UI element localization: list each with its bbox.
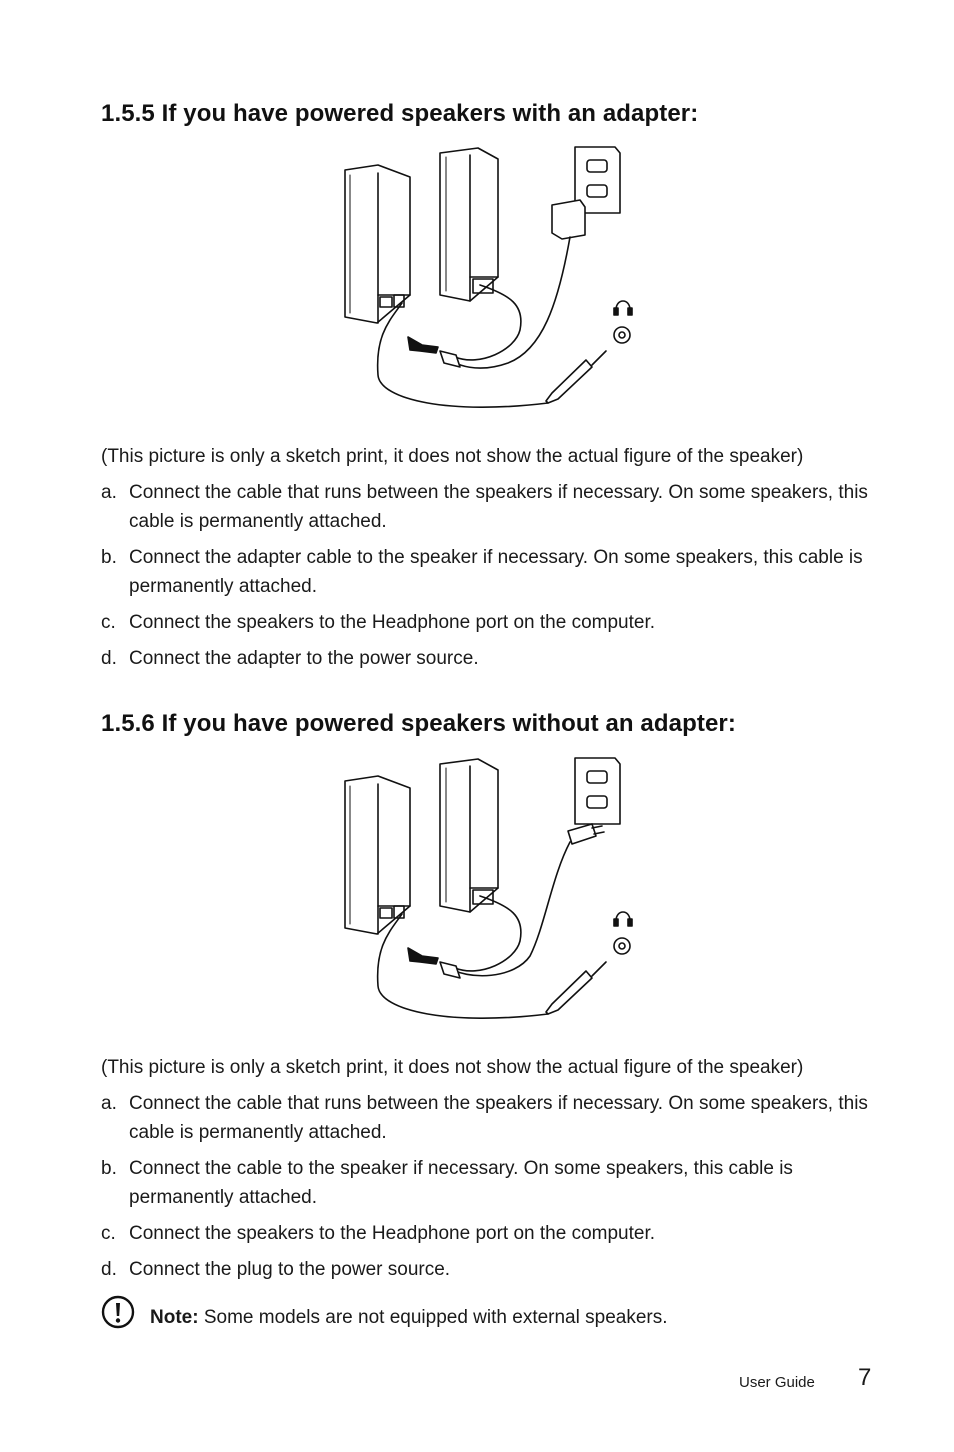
- step-text: Connect the cable that runs between the speakers if necessary. On some speakers, this cable is permanently attached.: [129, 482, 868, 532]
- steps-list: [101, 478, 891, 680]
- step-item: [101, 644, 891, 673]
- step-item: [101, 1154, 891, 1212]
- figure-caption: (This picture is only a sketch print, it does not show the actual figure of the speaker): [101, 446, 804, 467]
- step-text: Connect the speakers to the Headphone port on the computer.: [129, 612, 656, 633]
- steps-list: [101, 1089, 891, 1291]
- step-text: Connect the adapter cable to the speaker if necessary. On some speakers, this cable is permanently attached.: [129, 547, 863, 597]
- page-number: 7: [858, 1364, 872, 1391]
- step-marker: c.: [101, 1223, 116, 1244]
- step-text: Connect the cable that runs between the speakers if necessary. On some speakers, this cable is permanently attached.: [129, 1093, 868, 1143]
- step-item: [101, 478, 891, 536]
- step-marker: a.: [101, 1093, 117, 1114]
- speakers-without-adapter-illustration: [330, 756, 640, 1031]
- step-text: Connect the cable to the speaker if necessary. On some speakers, this cable is permanently attached.: [129, 1158, 793, 1208]
- footer-label: User Guide: [739, 1374, 815, 1391]
- note-box: [101, 1295, 881, 1335]
- step-marker: b.: [101, 547, 117, 568]
- note-label: Note:: [150, 1307, 199, 1328]
- step-item: [101, 608, 891, 637]
- step-item: [101, 543, 891, 601]
- note-text-wrapper: [150, 1303, 668, 1332]
- note-text: Some models are not equipped with external speakers.: [198, 1307, 668, 1328]
- step-item: [101, 1255, 891, 1284]
- section-title: 1.5.5 If you have powered speakers with an adapter:: [101, 100, 699, 127]
- step-item: [101, 1219, 891, 1248]
- step-marker: b.: [101, 1158, 117, 1179]
- step-text: Connect the speakers to the Headphone port on the computer.: [129, 1223, 656, 1244]
- step-text: Connect the adapter to the power source.: [129, 648, 479, 669]
- section-title: 1.5.6 If you have powered speakers without an adapter:: [101, 710, 736, 737]
- exclamation-circle-icon: [101, 1295, 135, 1329]
- step-marker: a.: [101, 482, 117, 503]
- step-marker: d.: [101, 648, 117, 669]
- step-text: Connect the plug to the power source.: [129, 1259, 451, 1280]
- step-item: [101, 1089, 891, 1147]
- figure-caption: (This picture is only a sketch print, it does not show the actual figure of the speaker): [101, 1057, 804, 1078]
- step-marker: d.: [101, 1259, 117, 1280]
- speakers-with-adapter-illustration: [330, 145, 640, 420]
- step-marker: c.: [101, 612, 116, 633]
